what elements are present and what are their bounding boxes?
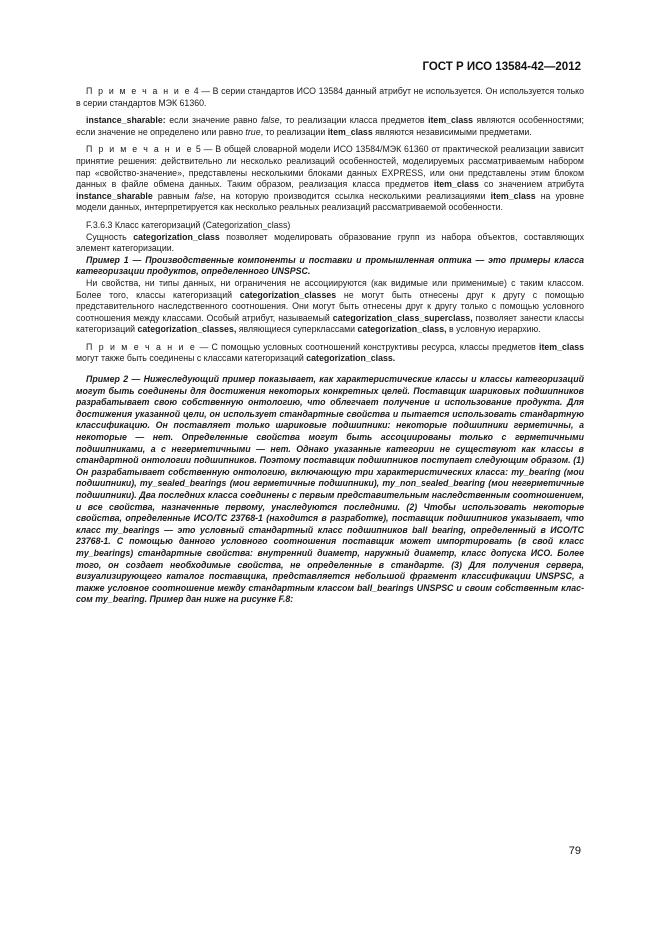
page-number: 79 (568, 845, 581, 857)
document-header: ГОСТ Р ИСО 13584-42—2012 (422, 61, 581, 73)
note-4: П р и м е ч а н и е 4 — В серии стандартов ИСО 13584 данный атрибут не используется. Он используется только в серии стандартов МЭК 61360. (76, 86, 585, 108)
properties-paragraph: Ни свойства, ни типы данных, ни ограничения не ассоциируются (как видимые или применимые) с таким классом. Более того, классы категоризаций categorization_classes не могут быть отнесены друг к другу с помощью представительного наследственного соотношения. Они могут быть отнесены друг к другу только с помощью условного соотношения между классами. Особый атрибут, называемый categorization_class_superclass, позволяет занести классы категоризаций categorization_classes, являющиеся суперклассами categorization_class, в условную иерархию. (76, 277, 584, 335)
section-heading: F.3.6.3 Класс категоризаций (Categorization_class) (86, 219, 291, 230)
example-1: Пример 1 — Производственные компоненты и поставки и промышленная оптика — это примеры класса категоризации продуктов, определенного UNSPSC. (76, 254, 584, 277)
note-5: П р и м е ч а н и е 5 — В общей словарной модели ИСО 13584/МЭК 61360 от практической реализации зависит принятие решения: действительно ли несколько реализаций особенностей, моделируемых рассматриваемым набором пар «свойство-значение», представлены несколькими блоками данных EXPRESS, или они представлены этим блоком данных в файле обмена данных. Таким образом, реализация класса предметов item_class со значением атрибута instance_sharable равным false, на которую производится ссылка несколькими реализациями item_class на уровне модели данных, интерпретируется как несколько реальных реализаций рассматриваемой особенности. (76, 144, 584, 213)
note-label: П р и м е ч а н и е (86, 86, 192, 96)
note-label: П р и м е ч а н и е (86, 341, 197, 352)
instance-sharable-definition: instance_sharable: если значение равно false, то реализации класса предметов item_class являются особенностями; если значение не определено или равно true, то реализации item_class являются независимыми предметами. (76, 115, 584, 137)
term-instance-sharable: instance_sharable: (86, 115, 166, 126)
categorization-class-paragraph: Сущность categorization_class позволяет моделировать образование групп из набора объектов, составляющих элемент категоризации. (76, 231, 584, 254)
note-6: П р и м е ч а н и е — С помощью условных соотношений конструктивы ресурса, классы предметов item_class могут также быть соединены с классами категоризаций categorization_class. (76, 341, 584, 364)
page-body (76, 86, 584, 606)
example-2: Пример 2 — Нижеследующий пример показывает, как характеристические классы и классы категоризаций могут быть соединены для достижения некоторых конкретных целей. Поставщик шариковых подшипников разрабатывает свою собственную онтологию, что облегчает получение и использование продукта. Для достижения указанной цели, он использует стандартные свойства и пытается использовать стандартную классификацию. Он поставляет только шариковые подшипники: некоторые подшипники герметичны, а некоторые — нет. Определенные свойства могут быть ассоциированы только с герметичными подшипниками, а с негерметичными — нет. Однако указанные категории не существуют как классы в стандартной онтологии подшипников. Поэтому поставщик подшипников поступает следующим образом. (1) Он разрабатывает собственную онтологию, включающую три характеристических класса: my_bearing (мои подшипники), my_sealed_bearings (мои герметичные подшипники), my_non_sealed_bearing (мои негерметичные подшипники). Два последних класса соединены с первым представительным наследственным соотношением, и все свойства, назначенные первому, унаследуются последними. (2) Чтобы использовать некоторые свойства, определенные ИСО/ТС 23768-1 (находится в разработке), поставщик подшипников указывает, что класс my_bearings — это условный стандартный класс подшипников ball bearing, определенный в ИСО/ТС 23768-1. С помощью данного условного соотношения поставщик может импортировать (в свой класс my_bearings) стандартные свойства: внутренний диаметр, наружный диаметр, класс допуска ИСО. Более того, он создает необходимые свойства, не определенные в стандарте. (3) Для получения сервера, визуализирующего каталог поставщика, представляется небольшой фрагмент классификации UNSPSC, а также условное соотношение между стандартным классом ball_bearings UNSPSC и своим собственным классом my_bearing. Пример дан ниже на рисунке F.8: (76, 374, 584, 605)
note-label: П р и м е ч а н и е (86, 144, 194, 155)
